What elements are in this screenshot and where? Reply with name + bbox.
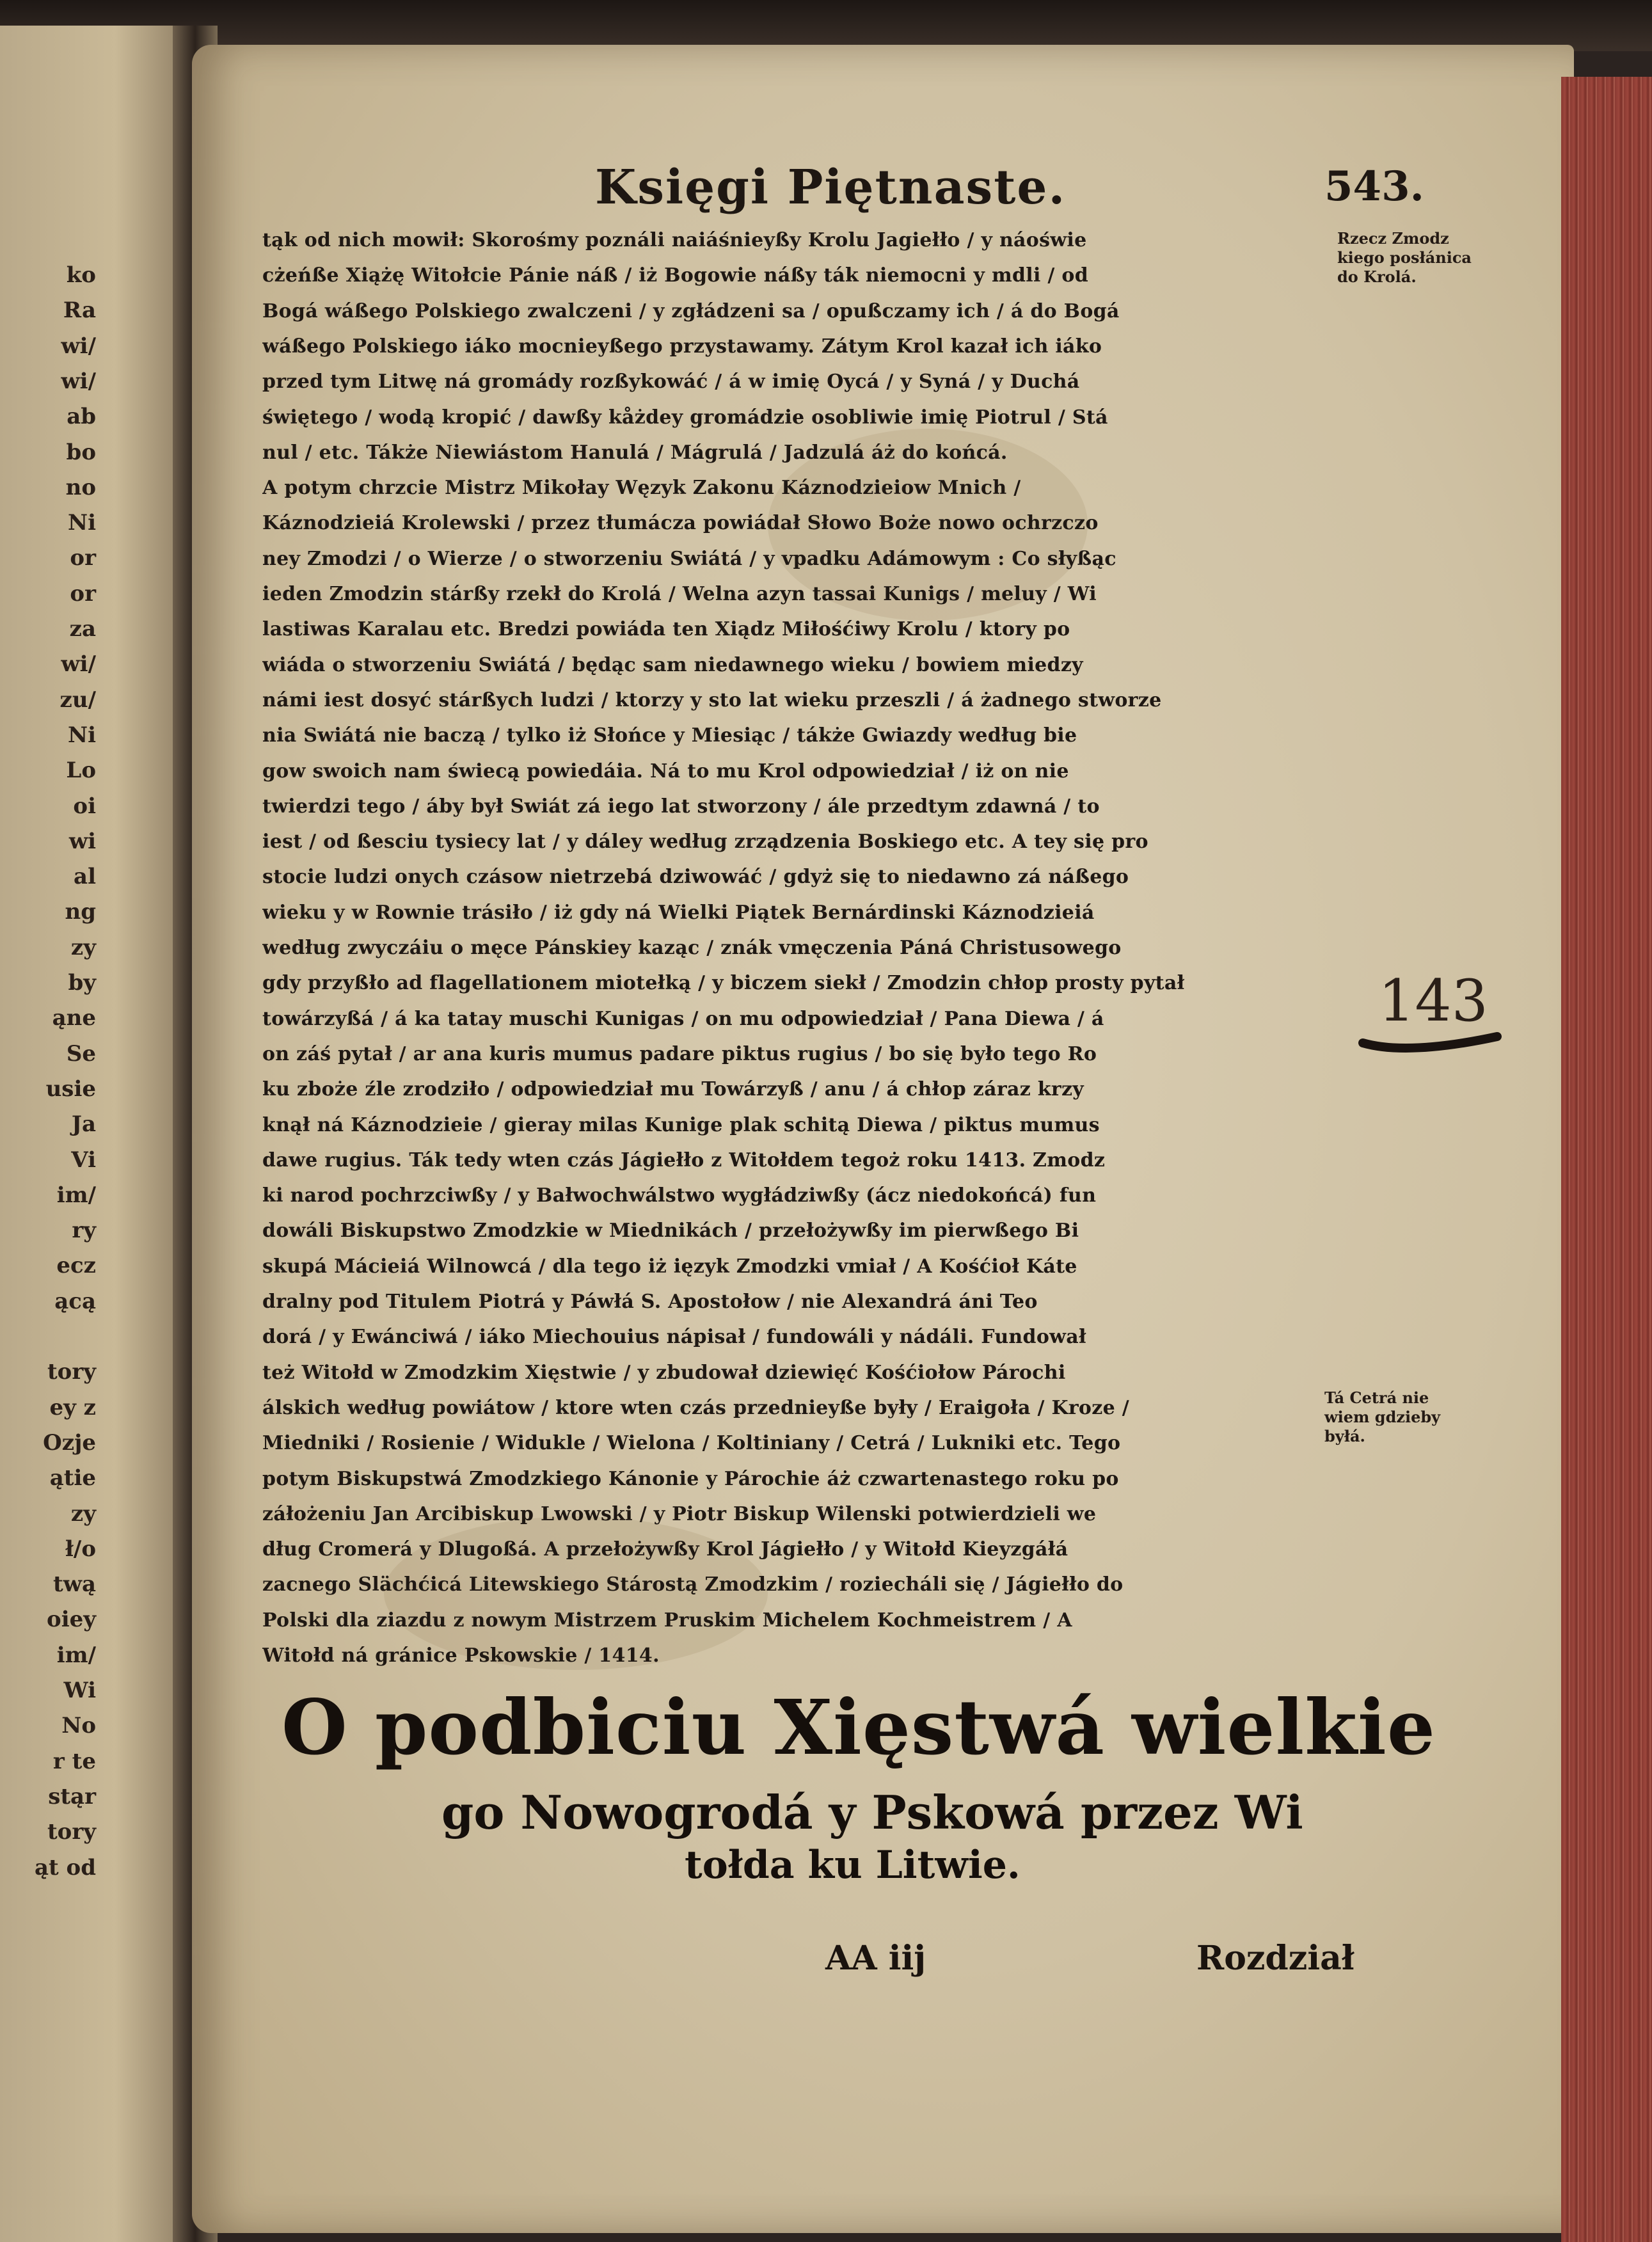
- text-line: ieden Zmodzin stárßy rzekł do Krolá / Welna azyn tassai Kunigs / meluy / Wi: [262, 583, 1097, 605]
- left-page-line-ending: or: [70, 545, 96, 571]
- left-page-line-ending: zy: [70, 1500, 96, 1527]
- left-page-line-ending: Ni: [68, 510, 96, 536]
- left-page-line-ending: Vi: [71, 1147, 96, 1173]
- text-line: gdy przyßło ad flagellationem miotełką / y biczem siekł / Zmodzin chłop prosty pytał: [262, 972, 1185, 995]
- left-page-line-ending: oiey: [47, 1607, 96, 1633]
- margin-note-line: Tá Cetrá nie: [1324, 1388, 1429, 1407]
- left-page-line-ending: ąne: [52, 1005, 96, 1031]
- left-page-line-ending: wi/: [61, 368, 96, 394]
- signature-mark: AA iij: [825, 1939, 926, 1978]
- margin-note-rzecz-zmodzkiego: [1337, 229, 1472, 287]
- text-line: twierdzi tego / áby był Swiát zá iego lat stworzony / ále przedtym zdawná / to: [262, 795, 1100, 818]
- left-page-line-ending: Ozje: [43, 1429, 96, 1456]
- text-line: wieku y w Rownie trásiło / iż gdy ná Wielki Piątek Bernárdinski Káznodzieiá: [262, 901, 1095, 924]
- handwritten-annotation: [1356, 960, 1504, 1069]
- section-heading-line-3: tołda ku Litwie.: [685, 1843, 1021, 1888]
- left-page-line-ending: Se: [66, 1040, 96, 1067]
- left-page-line-ending: ey z: [49, 1394, 96, 1420]
- left-page-line-ending: ąt od: [34, 1854, 96, 1880]
- text-line: dług Cromerá y Dlugoßá. A przełożywßy Krol Jágiełło / y Witołd Kieyzgáłá: [262, 1538, 1068, 1561]
- left-page-edge: [0, 26, 192, 2242]
- text-line: według zwyczáiu o męce Pánskiey kaząc / znák vmęczenia Páná Christusowego: [262, 937, 1122, 959]
- text-line: Witołd ná gránice Pskowskie / 1414.: [262, 1644, 660, 1667]
- text-line: dowáli Biskupstwo Zmodzkie w Miednikách / przełożywßy im pierwßego Bi: [262, 1220, 1079, 1243]
- text-line: ki narod pochrzciwßy / y Bałwochwálstwo wygłádziwßy (ácz niedokońcá) fun: [262, 1184, 1097, 1207]
- margin-note-cetra: [1324, 1388, 1440, 1446]
- text-line: Káznodzieiá Krolewski / przez tłumácza powiádał Słowo Boże nowo ochrzczo: [262, 512, 1099, 535]
- left-page-line-ending: ko: [66, 262, 96, 288]
- left-page-line-ending: No: [61, 1713, 96, 1739]
- text-line: potym Biskupstwá Zmodzkiego Kánonie y Párochie áż czwartenastego roku po: [262, 1467, 1119, 1490]
- left-page-line-ending: Wi: [63, 1678, 96, 1703]
- text-line: gow swoich nam świecą powiedáia. Ná to mu Krol odpowiedział / iż on nie: [262, 759, 1069, 783]
- left-page-line-ending: bo: [66, 439, 96, 465]
- page-header: [192, 160, 1424, 230]
- text-line: wáßego Polskiego iáko mocnieyßego przystawamy. Zátym Krol kazał ich iáko: [262, 335, 1102, 358]
- page-number: 543.: [1324, 163, 1424, 211]
- background-top: [0, 0, 1652, 51]
- margin-note-line: Rzecz Zmodz: [1337, 229, 1449, 248]
- text-line: zacnego Slächćicá Litewskiego Stárostą Zmodzkim / roziecháli się / Jágiełło do: [262, 1573, 1124, 1596]
- text-line: Polski dla ziazdu z nowym Mistrzem Pruskim Michelem Kochmeistrem / A: [262, 1609, 1072, 1632]
- text-line: stocie ludzi onych czásow nietrzebá dziwowáć / gdyż się to niedawno zá náßego: [262, 866, 1129, 889]
- text-line: Miedniki / Rosienie / Widukle / Wielona / Koltiniany / Cetrá / Lukniki etc. Tego: [262, 1432, 1121, 1455]
- text-line: on záś pytał / ar ana kuris mumus padare piktus rugius / bo się było tego Ro: [262, 1042, 1097, 1065]
- margin-note-line: byłá.: [1324, 1427, 1365, 1445]
- text-line: przed tym Litwę ná gromády rozßykowáć / á w imię Oycá / y Syná / y Duchá: [262, 370, 1080, 394]
- left-page-line-ending: wi/: [61, 333, 96, 359]
- text-line: tąk od nich mowił: Skorośmy poználi naiáśnieyßy Krolu Jagiełło / y náoświe: [262, 229, 1087, 251]
- left-page-line-ending: no: [65, 474, 96, 500]
- handwritten-number: 143: [1378, 967, 1488, 1035]
- left-page-line-ending: ab: [67, 404, 96, 430]
- text-line: dralny pod Titulem Piotrá y Páwłá S. Apostołow / nie Alexandrá áni Teo: [262, 1291, 1038, 1313]
- left-page-line-ending: tory: [47, 1359, 96, 1385]
- text-line: záłożeniu Jan Arcibiskup Lwowski / y Piotr Biskup Wilenski potwierdzieli we: [262, 1502, 1097, 1525]
- left-page-line-ending: ątie: [49, 1465, 96, 1491]
- text-line: świętego / wodą kropić / dawßy kåżdey gromádzie osobliwie imię Piotrul / Stá: [262, 406, 1108, 429]
- left-page-line-ending: al: [74, 864, 96, 890]
- left-page-line-ending: im/: [56, 1642, 96, 1668]
- left-page-line-ending: Ra: [63, 298, 96, 324]
- left-page-line-ending: twą: [52, 1571, 96, 1598]
- left-page-line-ending: oi: [73, 793, 96, 819]
- left-page-line-ending: by: [68, 970, 96, 996]
- left-page-line-ending: Ja: [71, 1111, 96, 1138]
- text-line: dawe rugius. Ták tedy wten czás Jágiełło z Witołdem tegoż roku 1413. Zmodz: [262, 1149, 1106, 1172]
- left-page-line-ending: or: [70, 580, 96, 607]
- left-page-line-ending: wi: [68, 828, 96, 854]
- left-page-line-ending: stąr: [48, 1783, 96, 1809]
- left-page-line-ending: Ni: [68, 722, 96, 748]
- text-line: A potym chrzcie Mistrz Mikołay Węzyk Zakonu Káznodzieiow Mnich /: [262, 477, 1021, 500]
- text-line: też Witołd w Zmodzkim Xięstwie / y zbudował dziewięć Kośćiołow Párochi: [262, 1361, 1066, 1384]
- text-line: námi iest dosyć stárßych ludzi / ktorzy y sto lat wieku przeszli / á żadnego stworze: [262, 688, 1162, 712]
- left-page-line-ending: ry: [72, 1218, 96, 1244]
- text-line: Bogá wáßego Polskiego zwalczeni / y zgłádzeni sa / opußczamy ich / á do Bogá: [262, 299, 1120, 322]
- left-page-line-ending: ł/o: [65, 1536, 96, 1562]
- text-line: lastiwas Karalau etc. Bredzi powiáda ten Xiądz Miłośćiwy Krolu / ktory po: [262, 618, 1070, 641]
- fore-edge: [1561, 77, 1652, 2242]
- left-page-line-ending: wi/: [61, 651, 96, 678]
- left-page-line-ending: r te: [52, 1748, 96, 1774]
- text-line: skupá Mácieiá Wilnowcá / dla tego iż ięzyk Zmodzki vmiał / A Kośćioł Káte: [262, 1255, 1077, 1278]
- left-page-line-ending: im/: [56, 1182, 96, 1208]
- text-line: dorá / y Ewánciwá / iáko Miechouius nápisał / fundowáli y nádáli. Fundował: [262, 1326, 1086, 1349]
- text-line: wiáda o stworzeniu Swiátá / będąc sam niedawnego wieku / bowiem miedzy: [262, 653, 1083, 676]
- text-line: iest / od ßesciu tysiecy lat / y dáley według zrządzenia Boskiego etc. A tey się pro: [262, 831, 1148, 854]
- section-heading-line-2: go Nowogrodá y Pskowá przez Wi: [441, 1785, 1303, 1840]
- left-page-line-ending: ecz: [56, 1253, 96, 1279]
- left-page-line-ending: za: [69, 616, 96, 642]
- text-line: knął ná Káznodzieie / gieray milas Kunige plak schitą Diewa / piktus mumus: [262, 1113, 1100, 1136]
- section-heading-line-1: O podbiciu Xięstwá wielkie: [282, 1683, 1436, 1772]
- left-page-line-ending: zy: [70, 934, 96, 960]
- text-line: nul / etc. Tákże Niewiástom Hanulá / Mágrulá / Jadzulá áż do końcá.: [262, 441, 1008, 464]
- text-line: ku zboże źle zrodziło / odpowiedział mu Towárzyß / anu / á chłop záraz krzy: [262, 1078, 1084, 1101]
- text-line: cżeńße Xiążę Witołcie Pánie náß / iż Bogowie náßy ták niemocni y mdli / od: [262, 264, 1089, 287]
- text-line: nia Swiátá nie baczą / tylko iż Słońce y Miesiąc / tákże Gwiazdy według bie: [262, 724, 1077, 747]
- margin-note-line: kiego posłánica: [1337, 248, 1472, 267]
- margin-note-line: wiem gdzieby: [1324, 1408, 1441, 1426]
- text-line: towárzyßá / á ka tatay muschi Kunigas / on mu odpowiedział / Pana Diewa / á: [262, 1007, 1104, 1030]
- margin-note-line: do Krolá.: [1337, 267, 1417, 286]
- left-page-line-ending: ng: [65, 899, 96, 925]
- left-page-line-ending: usie: [45, 1076, 96, 1102]
- text-line: álskich według powiátow / ktore wten czás przednieyße były / Eraigoła / Kroze /: [262, 1396, 1129, 1419]
- left-page-line-ending: tory: [47, 1819, 96, 1845]
- left-page-line-ending: zu/: [60, 687, 96, 713]
- left-page-line-ending: Lo: [66, 758, 96, 784]
- running-title: Księgi Piętnaste.: [595, 160, 1067, 215]
- text-line: ney Zmodzi / o Wierze / o stworzeniu Swiátá / y vpadku Adámowym : Co słyßąc: [262, 547, 1116, 570]
- catchword: Rozdział: [1196, 1939, 1354, 1978]
- left-page-line-ending: ącą: [54, 1288, 96, 1314]
